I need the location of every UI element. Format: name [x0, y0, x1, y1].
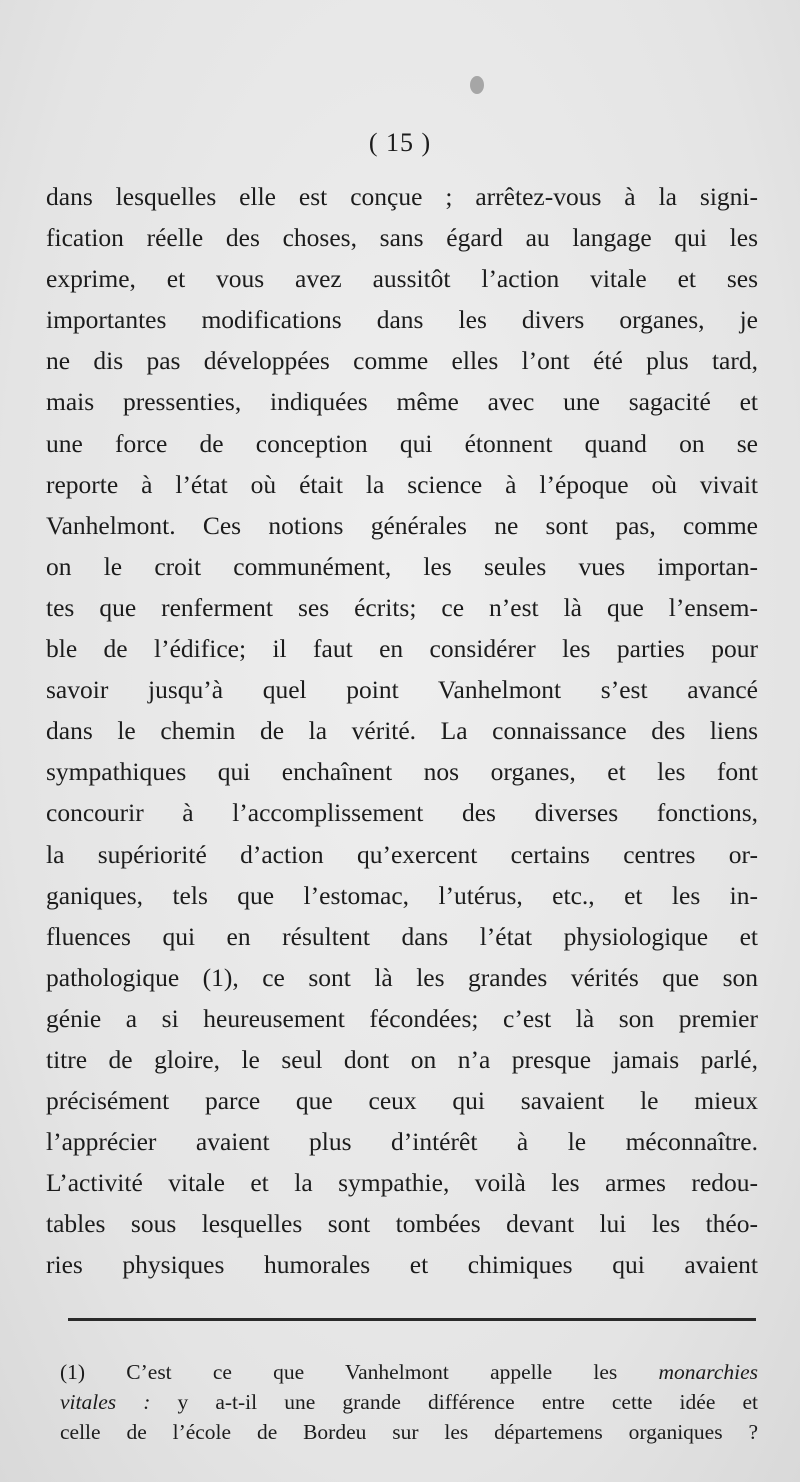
- text-line: mais pressenties, indiquées même avec une sagacité et: [46, 387, 758, 417]
- text-line: titre de gloire, le seul dont on n’a presque jamais parlé,: [46, 1044, 758, 1074]
- text-line: ne dis pas développées comme elles l’ont été plus tard,: [46, 346, 758, 376]
- text-line: précisément parce que ceux qui savaient le mieux: [46, 1086, 758, 1116]
- text-line: dans le chemin de la vérité. La connaissance des liens: [46, 716, 758, 746]
- text-line: fication réelle des choses, sans égard au langage qui les: [46, 223, 758, 253]
- text-line: Vanhelmont. Ces notions générales ne sont pas, comme: [46, 510, 758, 540]
- text-line: L’activité vitale et la sympathie, voilà les armes redou-: [46, 1168, 758, 1198]
- text-line: ries physiques humorales et chimiques qui avaient: [46, 1250, 758, 1280]
- text-line: importantes modifications dans les divers organes, je: [46, 305, 758, 335]
- text-line: concourir à l’accomplissement des diverses fonctions,: [46, 798, 758, 828]
- text-line: reporte à l’état où était la science à l’époque où vivait: [46, 469, 758, 499]
- text-line: ganiques, tels que l’estomac, l’utérus, etc., et les in-: [46, 880, 758, 910]
- text-line: l’apprécier avaient plus d’intérêt à le méconnaître.: [46, 1127, 758, 1157]
- main-text: [46, 176, 758, 1286]
- text-line: tables sous lesquelles sont tombées devant lui les théo-: [46, 1209, 758, 1239]
- text-line: dans lesquelles elle est conçue ; arrêtez-vous à la signi-: [46, 182, 758, 211]
- text-line: on le croit communément, les seules vues importan-: [46, 551, 758, 581]
- text-line: tes que renferment ses écrits; ce n’est là que l’ensem-: [46, 592, 758, 622]
- footnote-divider: [68, 1318, 756, 1321]
- footnote-italic: monarchies: [658, 1360, 758, 1384]
- footnote-line: [60, 1357, 758, 1387]
- footnote-line: celle de l’école de Bordeu sur les départemens organiques ?: [60, 1420, 758, 1444]
- text-line: fluences qui en résultent dans l’état physiologique et: [46, 921, 758, 951]
- footnote-italic: vitales :: [60, 1390, 178, 1414]
- text-line: la supériorité d’action qu’exercent certains centres or-: [46, 839, 758, 869]
- footnote-text: (1) C’est ce que Vanhelmont appelle les: [60, 1360, 659, 1384]
- footnote-text: y a-t-il une grande différence entre cette idée et: [177, 1390, 758, 1414]
- text-line: ble de l’édifice; il faut en considérer les parties pour: [46, 634, 758, 664]
- text-line: exprime, et vous avez aussitôt l’action vitale et ses: [46, 264, 758, 294]
- text-line: une force de conception qui étonnent quand on se: [46, 428, 758, 458]
- text-line: savoir jusqu’à quel point Vanhelmont s’est avancé: [46, 675, 758, 705]
- text-line: génie a si heureusement fécondées; c’est là son premier: [46, 1003, 758, 1033]
- text-line: sympathiques qui enchaînent nos organes, et les font: [46, 757, 758, 787]
- text-line: pathologique (1), ce sont là les grandes vérités que son: [46, 962, 758, 992]
- footnote-line: [60, 1387, 758, 1417]
- ink-blot: [470, 76, 484, 94]
- page-number: ( 15 ): [368, 128, 432, 157]
- footnote: [60, 1357, 758, 1447]
